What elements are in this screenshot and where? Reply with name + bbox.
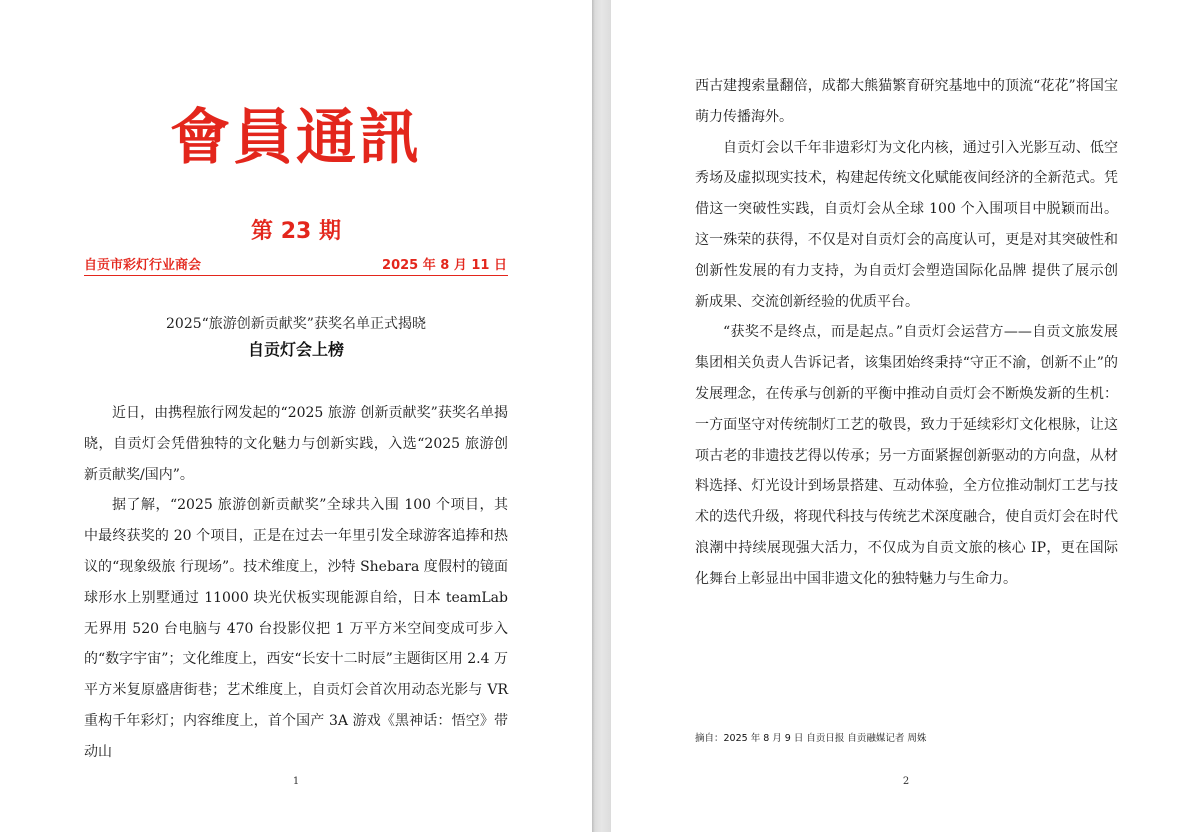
page-gap [592,0,611,832]
article-headline: 自贡灯会上榜 [247,340,344,359]
source-footnote: 摘自：2025 年 8 月 9 日 自贡日报 自贡融媒记者 周姝 [695,733,927,744]
page-number: 2 [902,776,910,787]
document-page-1 [0,0,592,832]
publisher-name: 自贡市彩灯行业商会 [84,258,202,273]
publication-date: 2025 年 8 月 11 日 [382,258,507,273]
body-paragraph-continuation: 西古建搜索量翻倍，成都大熊猫繁育研究基地中的顶流“花花”将国宝萌力传播海外。 [695,78,1118,125]
header-divider [84,275,508,276]
body-paragraph: 近日，由携程旅行网发起的“2025 旅游 创新贡献奖”获奖名单揭晓，自贡灯会凭借独特的文化魅力与创新实践，入选“2025 旅游创新贡献奖/国内”。 [84,405,508,483]
issue-number: 第 23 期 [251,219,341,244]
article-body-page-1 [84,398,508,768]
page-number: 1 [292,776,300,787]
body-paragraph: 据了解，“2025 旅游创新贡献奖”全球共入围 100 个项目，其中最终获奖的 20 个项目，正是在过去一年里引发全球游客追捧和热议的“现象级旅 行现场”。技术维度上，沙特 Shebara 度假村的镜面球形水上别墅通过 11000 块光伏板实现能源自给，日本 teamLab 无界用 520 台电脑与 470 台投影仪把 1 万平方米空间变成可步入的“数字宇宙”；文化维度上，西安“长安十二时辰”主题街区用 2.4 万平方米复原盛唐街巷；艺术维度上，自贡灯会首次用动态光影与 VR 重构千年彩灯；内容维度上，首个国产 3A 游戏《黑神话：悟空》带动山 [84,497,508,760]
body-paragraph: 自贡灯会以千年非遗彩灯为文化内核，通过引入光影互动、低空秀场及虚拟现实技术，构建起传统文化赋能夜间经济的全新范式。凭借这一突破性实践，自贡灯会从全球 100 个入围项目中脱颖而出。这一殊荣的获得，不仅是对自贡灯会的高度认可，更是对其突破性和创新性发展的有力支持，为自贡灯会塑造国际化品牌 提供了展示创新成果、交流创新经验的优质平台。 [695,139,1118,310]
masthead-title: 會員通訊 [170,103,422,173]
article-subtitle: 2025“旅游创新贡献奖”获奖名单正式揭晓 [166,316,426,332]
article-body-page-2 [695,71,1118,595]
document-page-2 [611,0,1201,832]
body-paragraph: “获奖不是终点，而是起点。”自贡灯会运营方——自贡文旅发展集团相关负责人告诉记者，该集团始终秉持“守正不渝，创新不止”的发展理念，在传承与创新的平衡中推动自贡灯会不断焕发新的生机：一方面坚守对传统制灯工艺的敬畏，致力于延续彩灯文化根脉，让这项古老的非遗技艺得以传承；另一方面紧握创新驱动的方向盘，从材料选择、灯光设计到场景搭建、互动体验，全方位推动制灯工艺与技术的迭代升级，将现代科技与传统艺术深度融合，使自贡灯会在时代浪潮中持续展现强大活力，不仅成为自贡文旅的核心 IP，更在国际化舞台上彰显出中国非遗文化的独特魅力与生命力。 [695,324,1118,587]
